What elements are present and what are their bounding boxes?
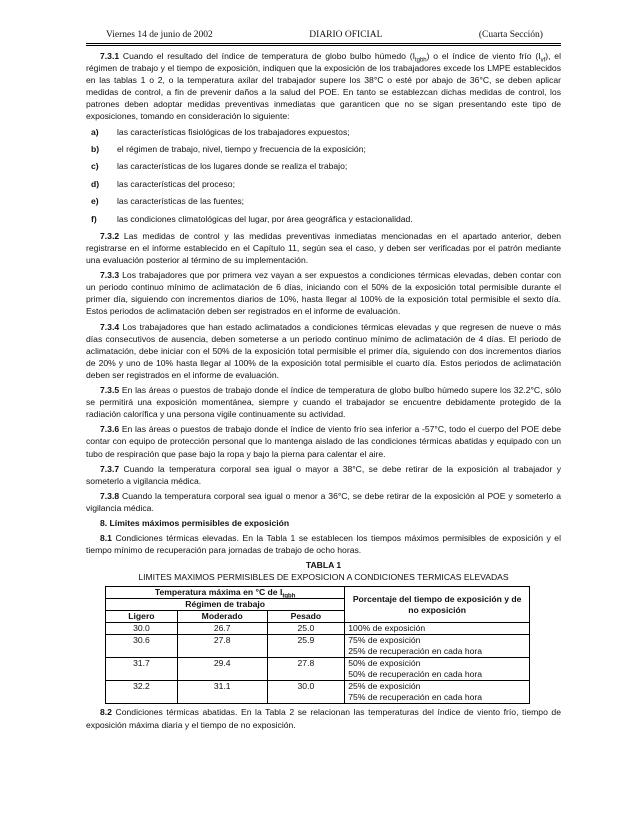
cell-pesado: 25.0 xyxy=(267,623,345,635)
header-temperature: Temperatura máxima en °C de $I_{tgbh}$ xyxy=(106,587,345,599)
paragraph-number: 7.3.6 xyxy=(100,424,120,435)
table-row xyxy=(106,635,530,658)
table-subtitle: LIMITES MAXIMOS PERMISIBLES DE EXPOSICION A CONDICIONES TERMICAS ELEVADAS xyxy=(138,572,509,583)
paragraph-number: 7.3.5 xyxy=(100,385,120,396)
section-heading: 8. Límites máximos permisibles de exposición xyxy=(100,517,290,528)
header-percentage: Porcentaje del tiempo de exposición y de no exposición xyxy=(345,587,530,623)
list-item xyxy=(86,160,561,172)
header-date: Viernes 14 de junio de 2002 xyxy=(106,30,213,40)
cell-percentage: 25% de exposición 75% de recuperación en cada hora xyxy=(345,681,530,704)
list-text: las características de las fuentes; xyxy=(117,196,245,207)
list-letter: d) xyxy=(91,178,100,189)
list-item xyxy=(86,195,561,207)
header-ligero: Ligero xyxy=(106,611,178,623)
list-letter: b) xyxy=(91,143,100,154)
paragraph-number: 7.3.1 xyxy=(100,51,120,61)
paragraph-7-3-7: 7.3.7 Cuando la temperatura corporal sea igual o mayor a 38°C, se debe retirar de la exposición al trabajador y someterlo a vigilancia médica. xyxy=(86,463,561,486)
considerations-list xyxy=(86,126,561,225)
list-item xyxy=(86,143,561,155)
list-letter: e) xyxy=(91,196,99,207)
cell-ligero: 30.0 xyxy=(106,623,178,635)
cell-percentage: 75% de exposición 25% de recuperación en cada hora xyxy=(345,635,530,658)
exposure-limits-table xyxy=(105,586,530,704)
cell-moderado: 29.4 xyxy=(177,658,267,681)
cell-pesado: 25.9 xyxy=(267,635,345,658)
paragraph-8-2: 8.2 Condiciones térmicas abatidas. En la Tabla 2 se relacionan las temperaturas del índice de viento frío, tiempo de exposición máxima diaria y el tiempo de no exposición. xyxy=(86,707,561,730)
paragraph-number: 8.2 xyxy=(100,707,112,718)
paragraph-7-3-8: 7.3.8 Cuando la temperatura corporal sea igual o menor a 36°C, se debe retirar de la exposición al POE y someterlo a vigilancia médica. xyxy=(86,490,561,513)
header-rule xyxy=(86,45,561,46)
list-item xyxy=(86,178,561,190)
paragraph-7-3-5: 7.3.5 En las áreas o puestos de trabajo donde el índice de temperatura de globo bulbo húmedo supere los 32.2°C, sólo se permitirá una exposición momentánea, siempre y cuando el trabajador se encuentre debidamente protegido de la radiación calorífica y una persona vigile continuamente su actividad. xyxy=(86,385,561,420)
cell-pesado: 30.0 xyxy=(267,681,345,704)
list-letter: c) xyxy=(91,161,99,172)
list-item xyxy=(86,213,561,225)
cell-ligero: 31.7 xyxy=(106,658,178,681)
list-text: las características del proceso; xyxy=(117,178,235,189)
header-publication: DIARIO OFICIAL xyxy=(309,30,383,40)
table-caption: TABLA 1 xyxy=(305,560,342,571)
cell-ligero: 32.2 xyxy=(106,681,178,704)
header-pesado: Pesado xyxy=(267,611,345,623)
paragraph-number: 7.3.4 xyxy=(100,321,120,332)
list-text: el régimen de trabajo, nivel, tiempo y frecuencia de la exposición; xyxy=(117,143,366,154)
cell-moderado: 31.1 xyxy=(177,681,267,704)
list-letter: a) xyxy=(91,126,99,137)
list-text: las condiciones climatológicas del lugar, por área geográfica y estacionalidad. xyxy=(117,213,413,224)
paragraph-7-3-3: 7.3.3 Los trabajadores que por primera vez vayan a ser expuestos a condiciones térmicas elevadas, deben contar con un periodo continuo mínimo de aclimatación de 6 días, iniciando con el 50% de la exposición total permisible durante el primer día, siguiendo con incrementos diarios de 10%, hasta llegar al 100% de la exposición total permisible el sexto día. Estos periodos de aclimatación deben ser registrados en el informe de evaluación. xyxy=(86,270,561,317)
paragraph-number: 8.1 xyxy=(100,533,112,544)
paragraph-number: 7.3.2 xyxy=(100,230,120,241)
cell-pesado: 27.8 xyxy=(267,658,345,681)
cell-percentage: 50% de exposición 50% de recuperación en cada hora xyxy=(345,658,530,681)
list-text: las características fisiológicas de los trabajadores expuestos; xyxy=(117,126,350,137)
page-header xyxy=(86,29,561,44)
list-text: las características de los lugares donde se realiza el trabajo; xyxy=(117,161,348,172)
paragraph-number: 7.3.7 xyxy=(100,463,120,474)
paragraph-number: 7.3.8 xyxy=(100,490,120,501)
paragraph-7-3-6: 7.3.6 En las áreas o puestos de trabajo donde el índice de viento frío sea inferior a -57°C, todo el cuerpo del POE debe contar con equipo de protección personal que lo mantenga aislado de las condiciones térmicas abatidas y equipado con un tubo de respiración que pase bajo la ropa y bajo la pierna para calentar el aire. xyxy=(86,424,561,459)
cell-ligero: 30.6 xyxy=(106,635,178,658)
header-moderado: Moderado xyxy=(177,611,267,623)
list-item xyxy=(86,126,561,138)
paragraph-7-3-4: 7.3.4 Los trabajadores que han estado aclimatados a condiciones térmicas elevadas y que regresen de nueve o más días consecutivos de ausencia, deben someterse a un periodo continuo mínimo de aclimatación de 4 días. El periodo de aclimatación, debe iniciar con el 50% de la exposición total permisible el primer día, siguiendo con dos incrementos diarios de 20% y uno de 10% hasta llegar al 100% de la exposición total permisible el cuarto día. Estos periodos de aclimatación deben ser registrados en el informe de evaluación. xyxy=(86,321,561,380)
table-row xyxy=(106,658,530,681)
cell-moderado: 26.7 xyxy=(177,623,267,635)
paragraph-8-1: 8.1 Condiciones térmicas elevadas. En la Tabla 1 se establecen los tiempos máximos permisibles de exposición y el tiempo mínimo de recuperación para jornadas de trabajo de ocho horas. xyxy=(86,533,561,556)
paragraph-number: 7.3.3 xyxy=(100,270,120,281)
list-letter: f) xyxy=(91,213,97,224)
table-row xyxy=(106,623,530,635)
cell-moderado: 27.8 xyxy=(177,635,267,658)
paragraph-7-3-1: 7.3.1 Cuando el resultado del índice de temperatura de globo bulbo húmedo $(I_{tgbh})$ o el índice de viento frío $(I_{vf})$, el régimen de trabajo y el tiempo de exposición, indiquen que la exposición de los trabajadores excede los LMPE establecidos en las tablas 1 o 2, o la temperatura axilar del trabajador supere los 38°C o esté por abajo de 36°C, se deben aplicar medidas de control, a fin de prevenir daños a la salud del POE. En tanto se establezcan dichas medidas de control, los patrones deben adoptar medidas preventivas inmediatas que garanticen que no se sigan presentando este tipo de exposiciones, tomando en consideración lo siguiente: xyxy=(86,51,561,122)
table-header-row xyxy=(106,587,530,599)
header-section: (Cuarta Sección) xyxy=(478,30,543,40)
cell-percentage: 100% de exposición xyxy=(345,623,530,635)
paragraph-7-3-2: 7.3.2 Las medidas de control y las medidas preventivas inmediatas mencionadas en el apartado anterior, deben registrarse en el informe establecido en el Capítulo 11, según sea el caso, y deben ser verificadas por el patrón mediante una evaluación posterior al término de su implementación. xyxy=(86,230,561,266)
header-regimen: Régimen de trabajo xyxy=(106,599,345,611)
table-row xyxy=(106,681,530,704)
